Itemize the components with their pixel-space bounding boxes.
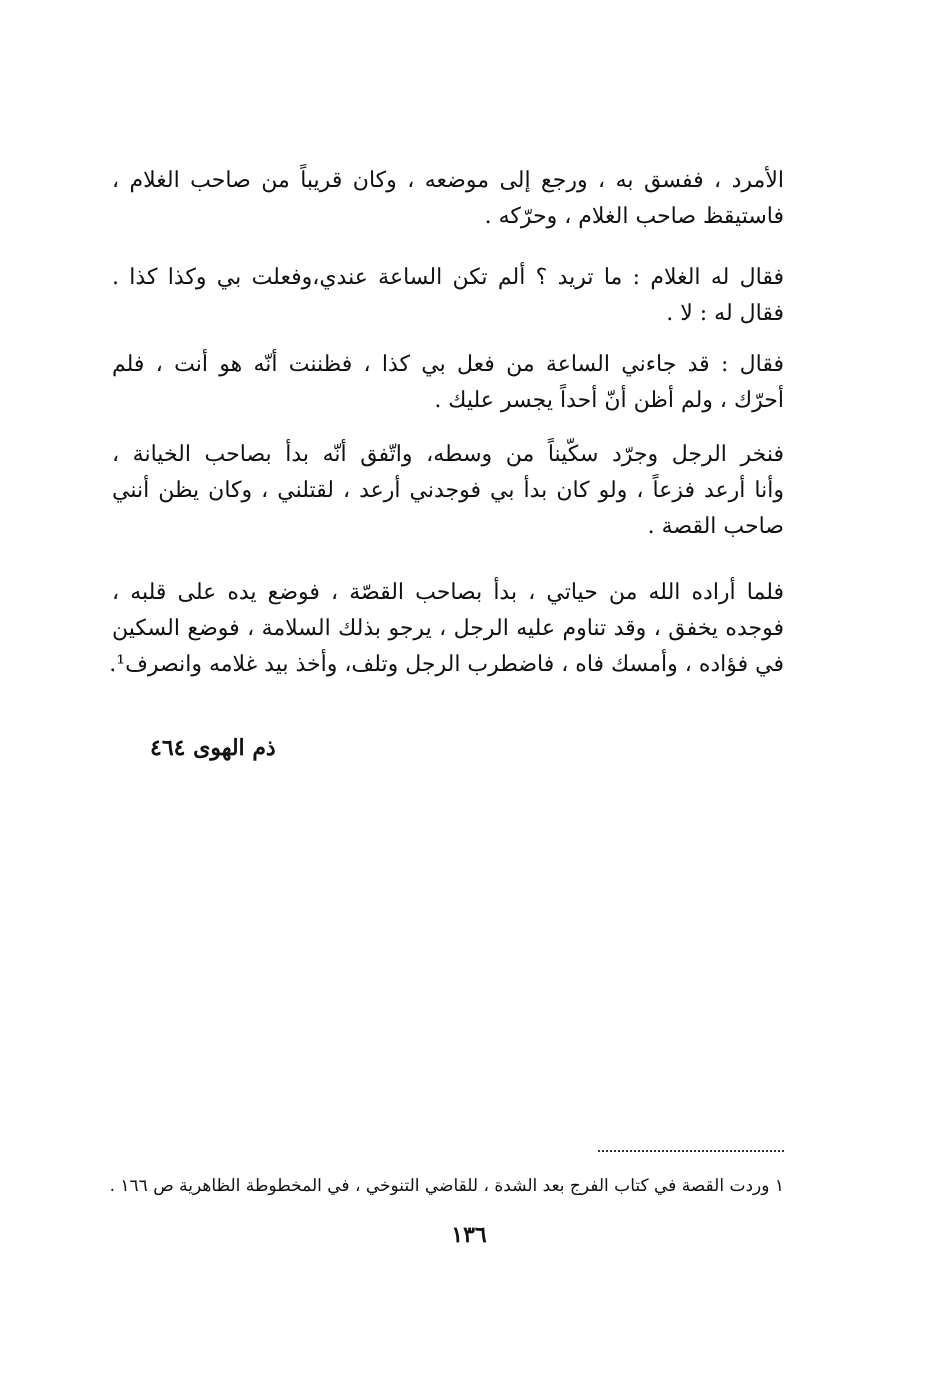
paragraph-4-line-1: فنخر الرجل وجرّد سكّيناً من وسطه، واتّفق أنّه بدأ بصاحب الخيانة ، xyxy=(112,442,784,467)
paragraph-4-line-3: صاحب القصة . xyxy=(647,514,784,539)
paragraph-2-line-2: فقال له : لا . xyxy=(666,301,784,326)
paragraph-2 xyxy=(112,260,784,332)
paragraph-5-line-2: فوجده يخفق ، وقد تناوم عليه الرجل ، يرجو بذلك السلامة ، فوضع السكين xyxy=(112,616,784,641)
paragraph-5-line-3: في فؤاده ، وأمسك فاه ، فاضطرب الرجل وتلف، وأخذ بيد غلامه وانصرف¹. xyxy=(109,652,784,677)
paragraph-3 xyxy=(112,347,784,419)
paragraph-5-line-1: فلما أراده الله من حياتي ، بدأ بصاحب القصّة ، فوضع يده على قلبه ، xyxy=(112,580,784,605)
footnote-separator xyxy=(598,1150,784,1152)
paragraph-1 xyxy=(112,163,784,235)
source-reference: ذم الهوى ٤٦٤ xyxy=(150,735,276,761)
paragraph-4-line-2: وأنا أرعد فزعاً ، ولو كان بدأ بي فوجدني أرعد ، لقتلني ، وكان يظن أنني xyxy=(112,478,784,503)
paragraph-3-line-1: فقال : قد جاءني الساعة من فعل بي كذا ، فظننت أنّه هو أنت ، فلم xyxy=(112,352,784,377)
footnote: ١ وردت القصة في كتاب الفرج بعد الشدة ، للقاضي التنوخي ، في المخطوطة الظاهرية ص ١٦٦ . xyxy=(109,1176,784,1196)
paragraph-1-line-2: فاستيقظ صاحب الغلام ، وحرّكه . xyxy=(484,204,784,229)
paragraph-1-line-1: الأمرد ، ففسق به ، ورجع إلى موضعه ، وكان قريباً من صاحب الغلام ، xyxy=(112,168,784,193)
page-number: ١٣٦ xyxy=(451,1222,487,1248)
paragraph-4 xyxy=(112,437,784,545)
paragraph-2-line-1: فقال له الغلام : ما تريد ؟ ألم تكن الساعة عندي،وفعلت بي وكذا كذا . xyxy=(112,265,784,290)
paragraph-3-line-2: أحرّك ، ولم أظن أنّ أحداً يجسر عليك . xyxy=(434,388,784,413)
paragraph-5 xyxy=(109,575,784,683)
